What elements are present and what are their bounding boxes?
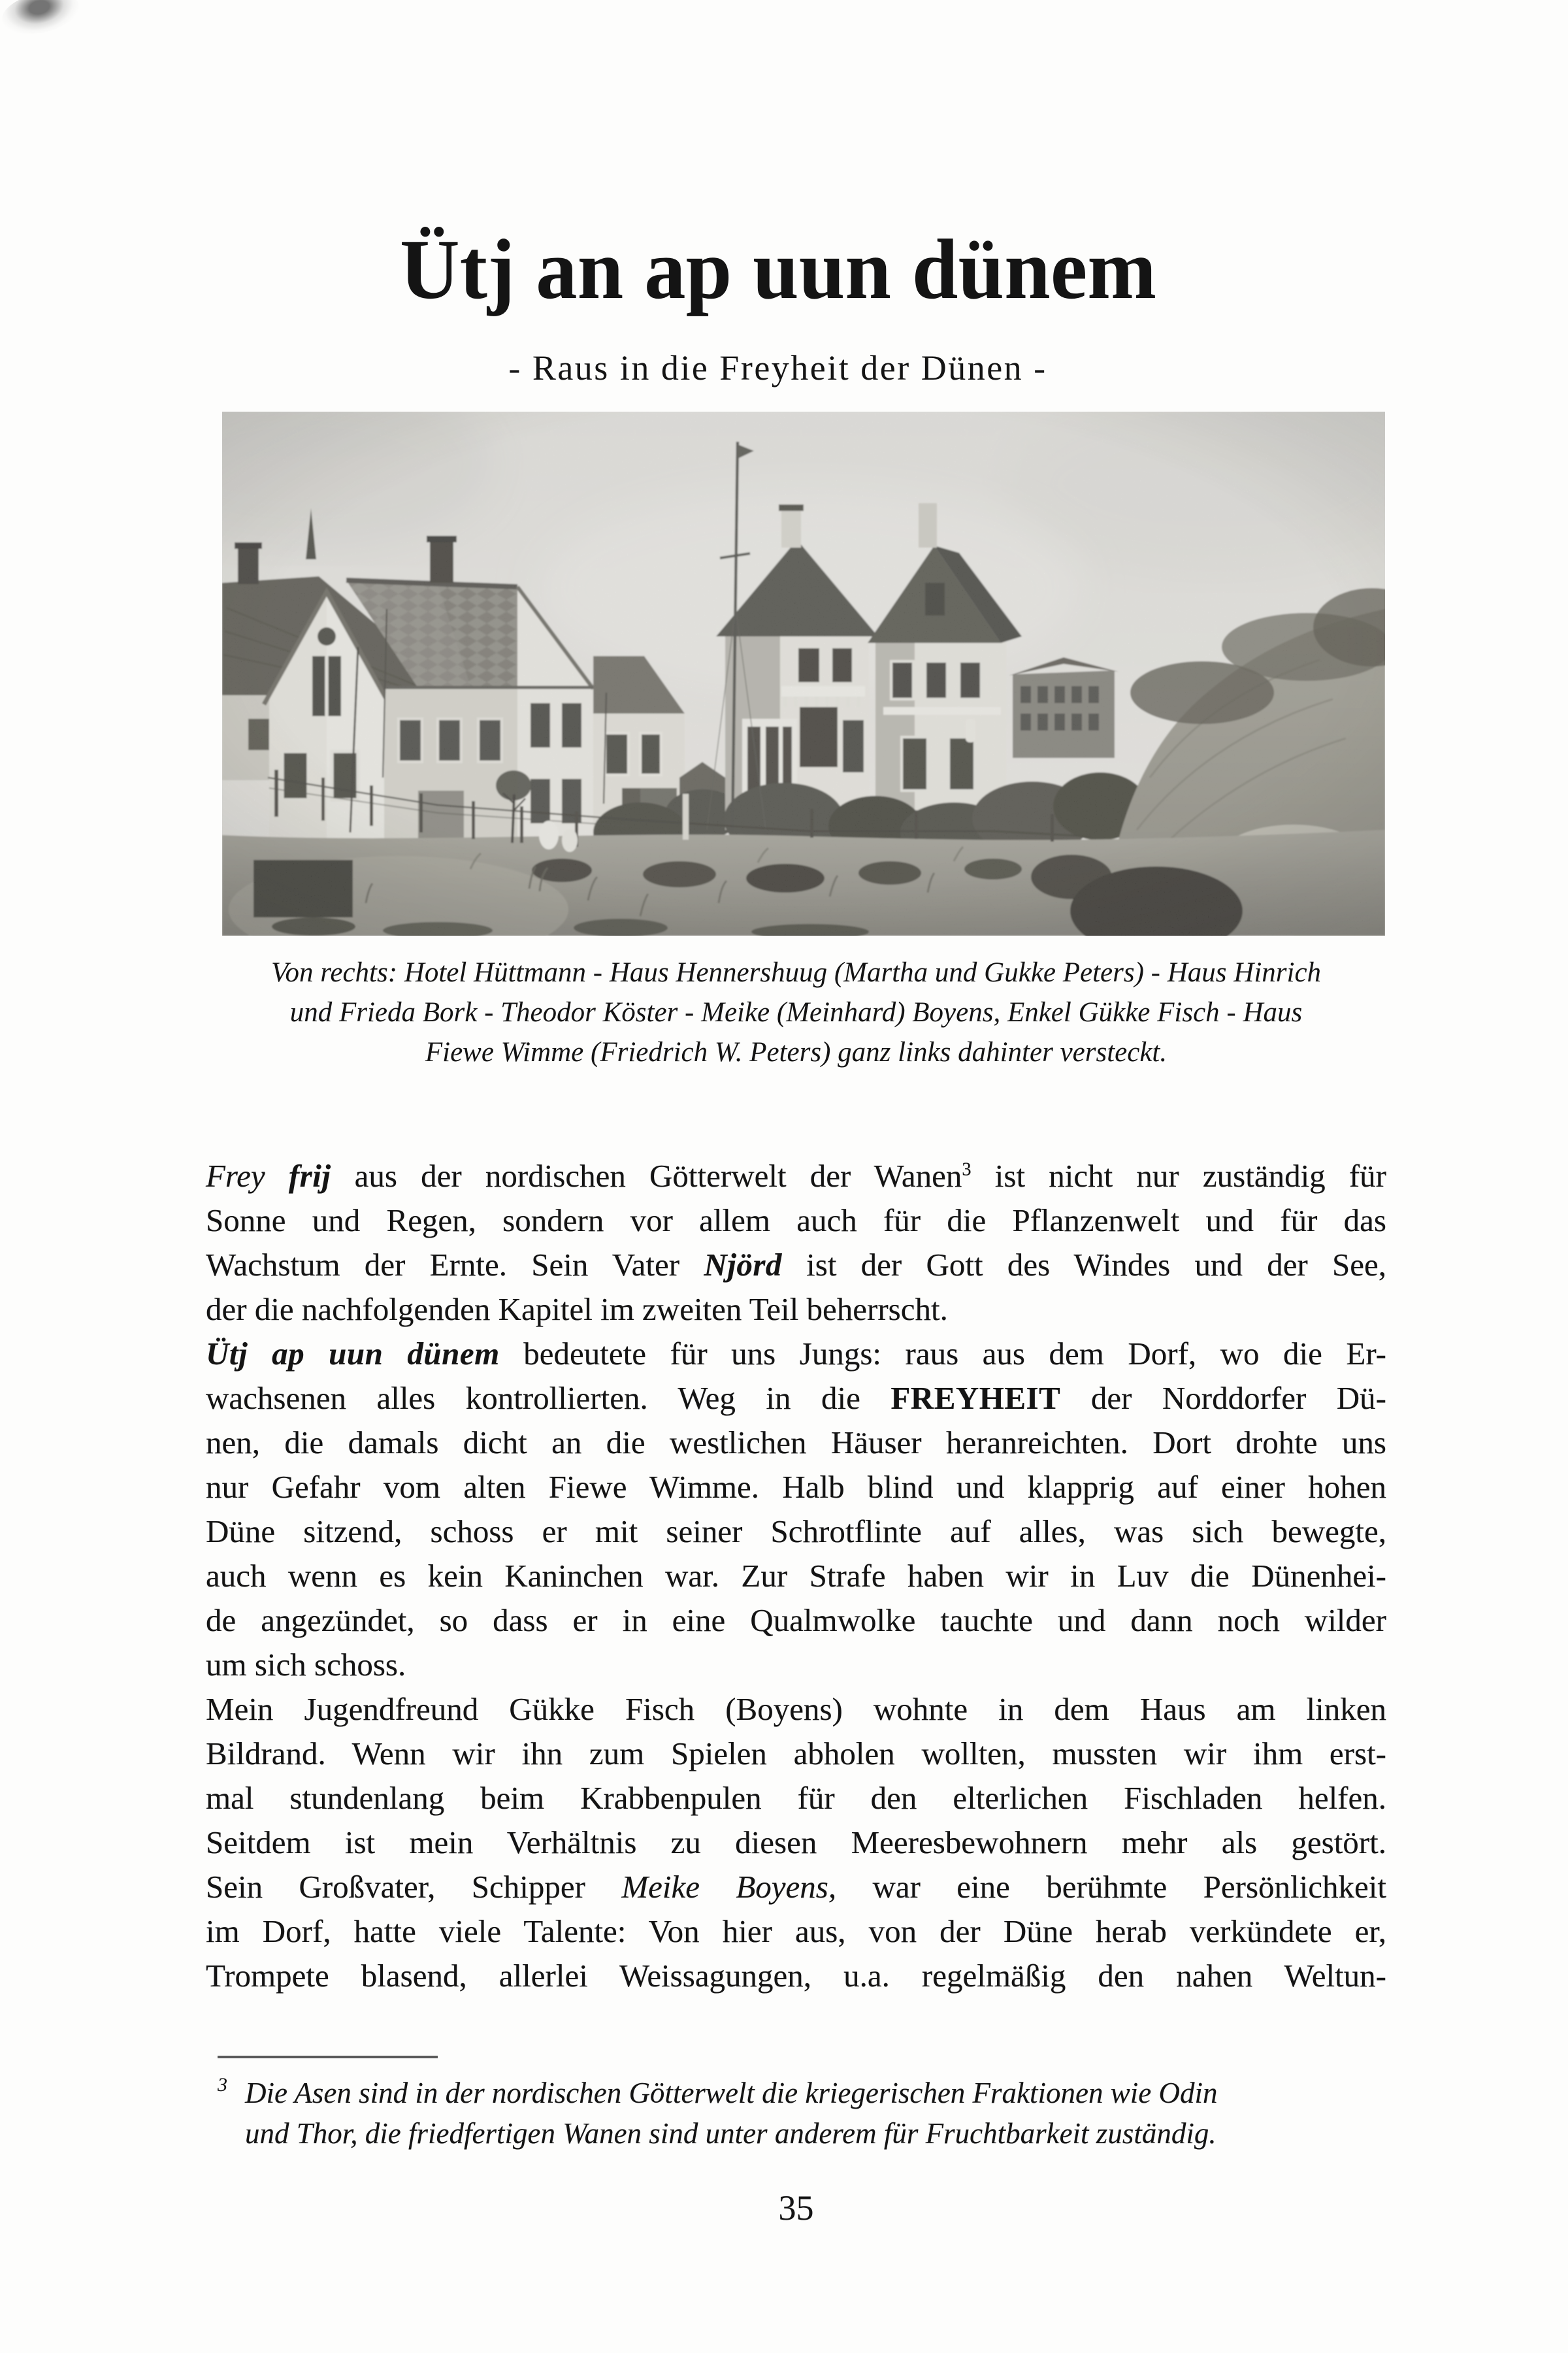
body-line: Mein Jugendfreund Gükke Fisch (Boyens) wohnte in dem Haus am linken <box>206 1691 1386 1727</box>
body-line: um sich schoss. <box>206 1647 406 1683</box>
body-text <box>206 1154 1386 1998</box>
body-line: Bildrand. Wenn wir ihn zum Spielen abholen wollten, mussten wir ihm erst- <box>206 1736 1386 1771</box>
footnote-marker: 3 <box>218 2074 227 2096</box>
photo-grain <box>222 412 1385 936</box>
village-photograph <box>222 412 1385 936</box>
caption-line: Von rechts: Hotel Hüttmann - Haus Hennershuug (Martha und Gukke Peters) - Haus Hinrich <box>270 957 1322 988</box>
caption-line: und Frieda Bork - Theodor Köster - Meike (Meinhard) Boyens, Enkel Gükke Fisch - Haus <box>289 997 1303 1028</box>
footnote-line: und Thor, die friedfertigen Wanen sind unter anderem für Fruchtbarkeit zuständig. <box>245 2117 1217 2150</box>
chapter-subtitle: - Raus in die Freyheit der Dünen - <box>508 348 1047 387</box>
body-line: Wachstum der Ernte. Sein Vater Njörd ist der Gott des Windes und der See, <box>206 1247 1386 1283</box>
footnote-text <box>245 2073 1218 2154</box>
body-line: Sonne und Regen, sondern vor allem auch für die Pflanzenwelt und für das <box>206 1202 1386 1238</box>
body-line: mal stundenlang beim Krabbenpulen für den elterlichen Fischladen helfen. <box>206 1780 1386 1816</box>
photo-artwork <box>222 412 1385 936</box>
body-line: nen, die damals dicht an die westlichen Häuser heranreichten. Dort drohte uns <box>206 1424 1386 1460</box>
body-line: de angezündet, so dass er in eine Qualmwolke tauchte und dann noch wilder <box>206 1602 1386 1638</box>
body-line: Seitdem ist mein Verhältnis zu diesen Meeresbewohnern mehr als gestört. <box>206 1824 1386 1860</box>
body-line: Düne sitzend, schoss er mit seiner Schrotflinte auf alles, was sich bewegte, <box>206 1513 1386 1549</box>
body-line: Frey frij aus der nordischen Götterwelt der Wanen$^3$ ist nicht nur zuständig für <box>206 1158 1386 1194</box>
caption-line: Fiewe Wimme (Friedrich W. Peters) ganz links dahinter versteckt. <box>425 1037 1168 1068</box>
photo-caption <box>206 953 1386 1072</box>
chapter-title <box>188 221 1368 320</box>
scan-smudge <box>0 0 83 41</box>
body-line: Trompete blasend, allerlei Weissagungen, u.a. regelmäßig den nahen Weltun- <box>206 1958 1386 1994</box>
body-line: nur Gefahr vom alten Fiewe Wimme. Halb blind und klapprig auf einer hohen <box>206 1469 1386 1505</box>
page-number: 35 <box>778 2188 814 2228</box>
footnote-line: Die Asen sind in der nordischen Götterwelt die kriegerischen Fraktionen wie Odin <box>245 2077 1218 2109</box>
chapter-title-text: Ütj an ap uun dünem <box>399 222 1156 317</box>
body-line: Ütj ap uun dünem bedeutete für uns Jungs: raus aus dem Dorf, wo die Er- <box>206 1336 1386 1372</box>
footnote-separator <box>218 2056 438 2058</box>
body-line: wachsenen alles kontrollierten. Weg in die FREYHEIT der Norddorfer Dü- <box>206 1380 1386 1416</box>
body-line: im Dorf, hatte viele Talente: Von hier aus, von der Düne herab verkündete er, <box>206 1913 1386 1949</box>
body-line: der die nachfolgenden Kapitel im zweiten Teil beherrscht. <box>206 1291 948 1327</box>
body-line: Sein Großvater, Schipper Meike Boyens, war eine berühmte Persönlichkeit <box>206 1869 1386 1905</box>
footnote <box>218 2073 1367 2154</box>
body-line: auch wenn es kein Kaninchen war. Zur Strafe haben wir in Luv die Dünenhei- <box>206 1558 1386 1594</box>
